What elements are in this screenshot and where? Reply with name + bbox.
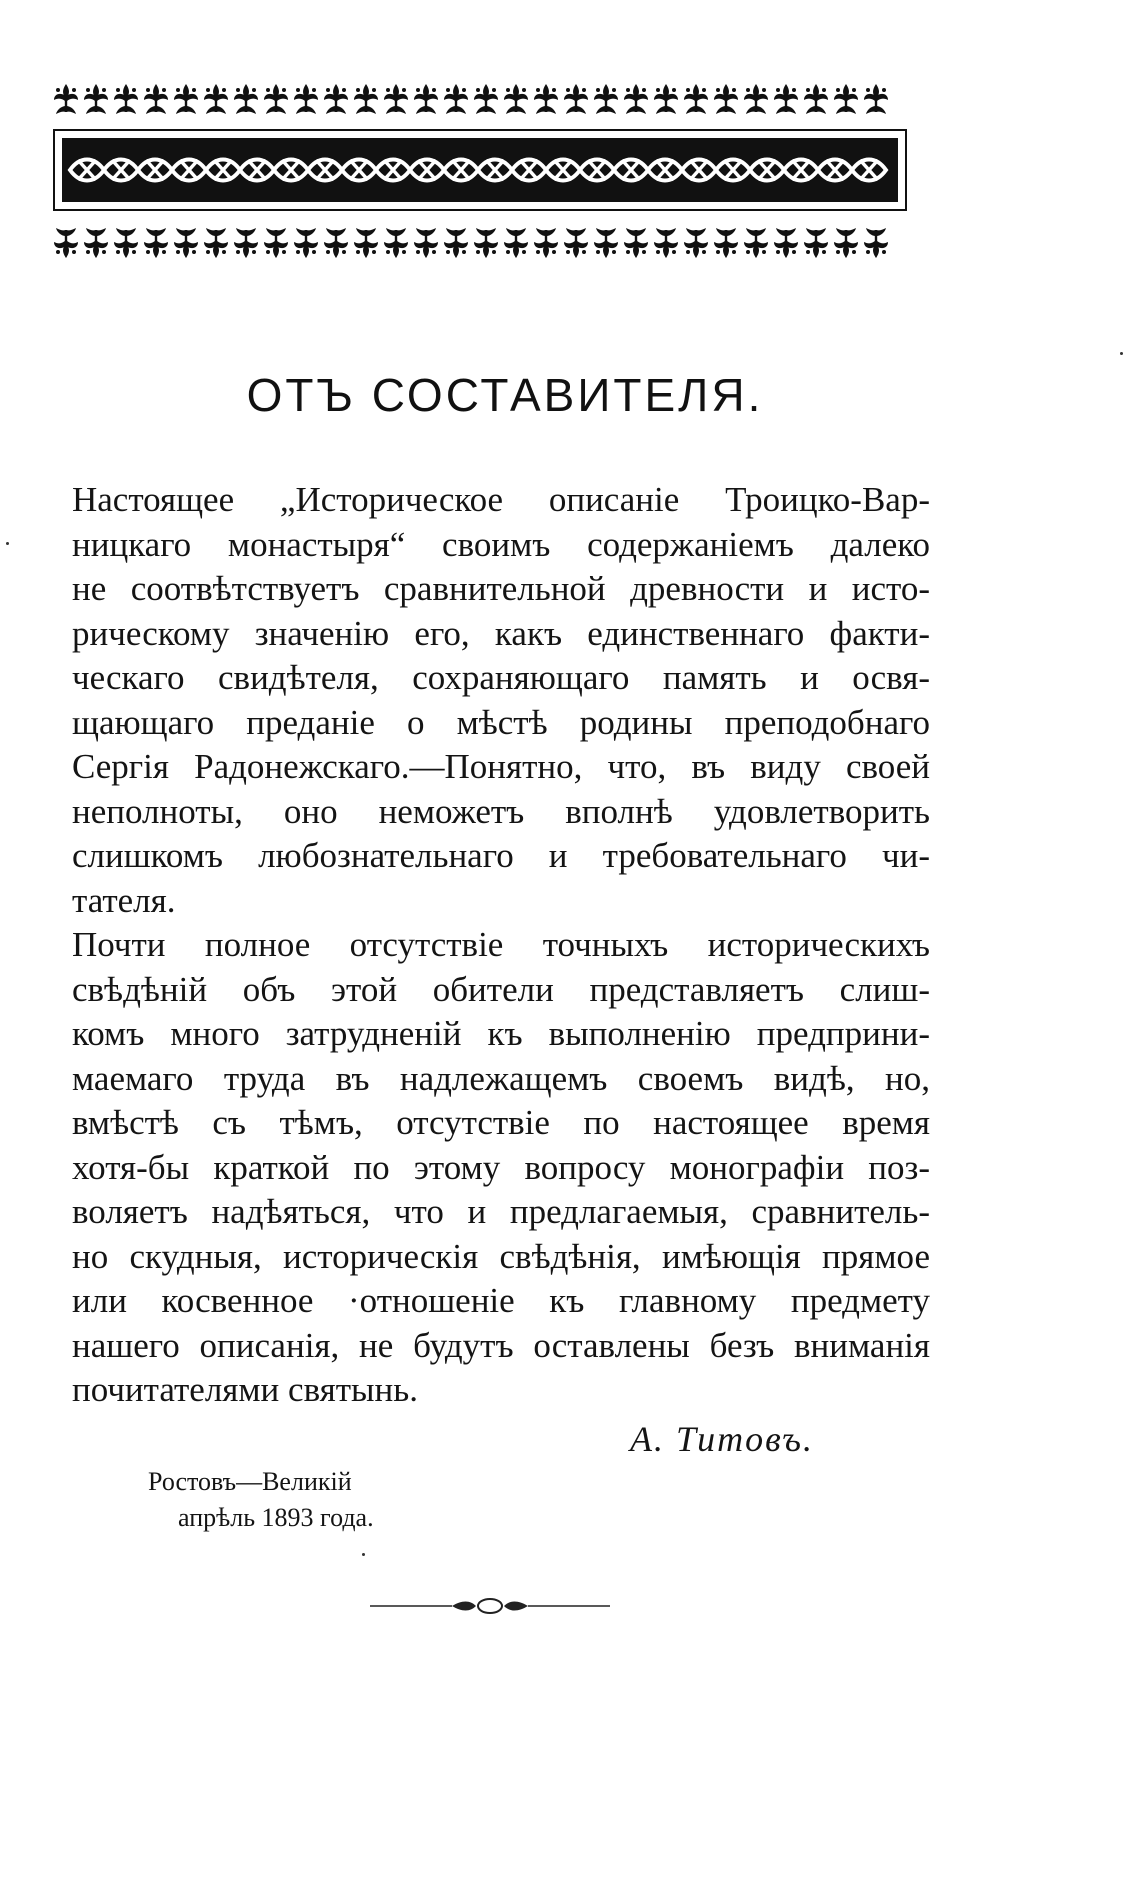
text-line: вмѣстѣ съ тѣмъ, отсутствіе по настоящее время [72, 1103, 930, 1142]
text-line: Настоящее „Историческое описаніе Троицко-Вар- [72, 480, 930, 519]
date: апрѣль 1893 года. [178, 1503, 374, 1532]
text-line: почитателями святынь. [72, 1370, 418, 1409]
text-line: свѣдѣній объ этой обители представляетъ слиш- [72, 969, 930, 1009]
page-title: ОТЪ СОСТАВИТЕЛЯ. [246, 369, 764, 421]
text-line: щающаго преданіе о мѣстѣ родины преподобнаго [72, 702, 930, 742]
text-line: комъ много затрудненій къ выполненію предприни- [72, 1014, 930, 1053]
text-line: нашего описанія, не будутъ оставлены безъ вниманія [72, 1325, 930, 1365]
text-line: неполноты, оно неможетъ вполнѣ удовлетворить [72, 791, 930, 831]
text-line: не соотвѣтствуетъ сравнительной древности и исто- [72, 569, 930, 608]
text-line: ницкаго монастыря“ своимъ содержаніемъ далеко [72, 524, 930, 564]
text-line: хотя-бы краткой по этому вопросу монографіи поз- [72, 1147, 930, 1187]
text-line: или косвенное ·отношеніе къ главному предмету [72, 1281, 930, 1320]
text-line: ческаго свидѣтеля, сохраняющаго память и освя- [72, 658, 930, 697]
ornamental-headpiece [50, 74, 910, 274]
place: Ростовъ—Великій [148, 1467, 352, 1496]
print-speck [6, 542, 9, 545]
text-line: воляетъ надѣяться, что и предлагаемыя, сравнитель- [72, 1192, 930, 1231]
ornamental-tailpiece [370, 1594, 610, 1618]
paragraph [72, 478, 930, 923]
print-speck [1120, 352, 1123, 355]
text-line: тателя. [72, 880, 176, 920]
text-line: но скудныя, историческія свѣдѣнія, имѣющія прямое [72, 1236, 930, 1276]
paragraph [72, 923, 930, 1413]
place-date [148, 1464, 374, 1536]
print-speck [362, 1553, 365, 1556]
text-line: слишкомъ любознательнаго и требовательнаго чи- [72, 836, 930, 875]
body-text [72, 478, 930, 1413]
text-line: рическому значенію его, какъ единственнаго факти- [72, 613, 930, 653]
text-line: Почти полное отсутствіе точныхъ историческихъ [72, 925, 930, 964]
author-signature: А. Титовъ. [630, 1419, 814, 1459]
text-line: Сергія Радонежскаго.—Понятно, что, въ виду своей [72, 747, 930, 786]
text-line: маемаго труда въ надлежащемъ своемъ видѣ, но, [72, 1058, 930, 1098]
